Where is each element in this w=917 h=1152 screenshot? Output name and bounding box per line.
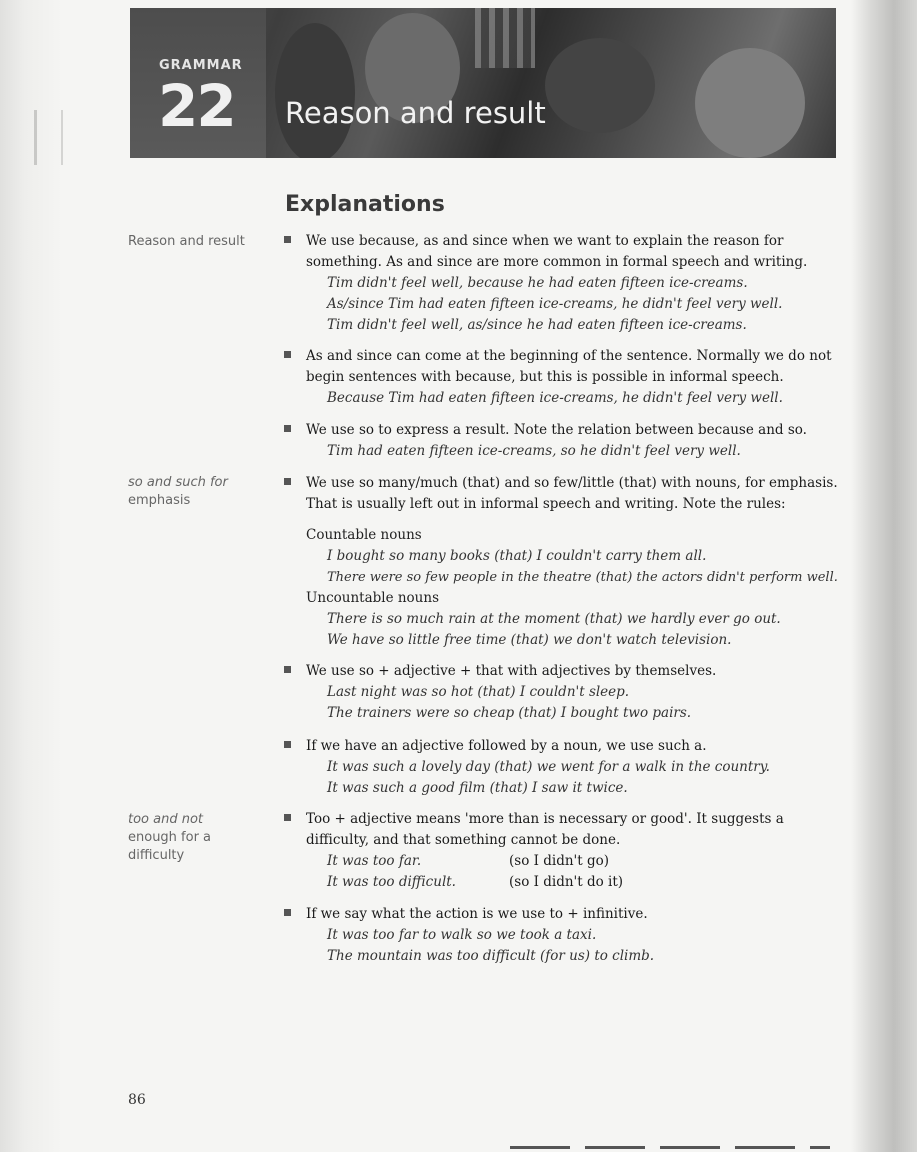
- example: Tim didn't feel well, because he had eaten fifteen ice-creams.: [327, 275, 748, 291]
- text-line: something. As and since are more common in formal speech and writing.: [306, 254, 808, 270]
- text-line: If we say what the action is we use to + infinitive.: [306, 906, 648, 922]
- example: The mountain was too difficult (for us) to climb.: [327, 948, 655, 964]
- side-label-so-such: emphasis: [128, 493, 191, 508]
- bullet-icon: [284, 741, 291, 748]
- photo-figure: [275, 23, 355, 158]
- bullet-icon: [284, 478, 291, 485]
- result-note: (so I didn't go): [509, 853, 609, 869]
- example: As/since Tim had eaten fifteen ice-creams, he didn't feel very well.: [327, 296, 783, 312]
- text-line: begin sentences with because, but this is possible in informal speech.: [306, 369, 784, 385]
- text-line: difficulty, and that something cannot be done.: [306, 832, 621, 848]
- bullet-icon: [284, 236, 291, 243]
- page-edge-right: [851, 0, 917, 1152]
- bullet-icon: [284, 814, 291, 821]
- text-line: Too + adjective means 'more than is necessary or good'. It suggests a: [306, 811, 784, 827]
- page-edge-left: [0, 0, 62, 1152]
- binding-lines: [34, 110, 63, 165]
- text-line: As and since can come at the beginning of the sentence. Normally we do not: [306, 348, 832, 364]
- side-label-too: difficulty: [128, 848, 185, 863]
- example: It was such a good film (that) I saw it twice.: [327, 780, 628, 796]
- example: Because Tim had eaten fifteen ice-creams, he didn't feel very well.: [327, 390, 783, 406]
- side-label-reason: Reason and result: [128, 234, 245, 249]
- text-line: We use because, as and since when we want to explain the reason for: [306, 233, 784, 249]
- unit-number: 22: [158, 72, 235, 140]
- subheading: Uncountable nouns: [306, 590, 440, 606]
- example: We have so little free time (that) we don't watch television.: [327, 632, 732, 648]
- example: It was such a lovely day (that) we went for a walk in the country.: [327, 759, 770, 775]
- side-label-too: too and not: [128, 812, 204, 827]
- example: The trainers were so cheap (that) I bought two pairs.: [327, 705, 692, 721]
- photo-figure: [545, 38, 655, 133]
- result-note: (so I didn't do it): [509, 874, 624, 890]
- bullet-icon: [284, 351, 291, 358]
- text-line: We use so + adjective + that with adjectives by themselves.: [306, 663, 717, 679]
- page-number: 86: [128, 1092, 146, 1108]
- example: I bought so many books (that) I couldn't carry them all.: [327, 548, 707, 564]
- text-line: We use so many/much (that) and so few/little (that) with nouns, for emphasis.: [306, 475, 838, 491]
- text-line: We use so to express a result. Note the relation between because and so.: [306, 422, 807, 438]
- example: It was too far to walk so we took a taxi.: [327, 927, 597, 943]
- example: Last night was so hot (that) I couldn't sleep.: [327, 684, 630, 700]
- side-label-too: enough for a: [128, 830, 212, 845]
- example: It was too difficult.: [327, 874, 456, 890]
- bullet-icon: [284, 425, 291, 432]
- photo-window: [475, 8, 535, 68]
- bullet-icon: [284, 909, 291, 916]
- bullet-icon: [284, 666, 291, 673]
- example: There is so much rain at the moment (that) we hardly ever go out.: [327, 611, 781, 627]
- section-title: Explanations: [285, 192, 445, 217]
- example: There were so few people in the theatre (that) the actors didn't perform well.: [327, 570, 838, 585]
- photo-figure: [695, 48, 805, 158]
- scan-edge-mark: [510, 1146, 830, 1149]
- example: Tim didn't feel well, as/since he had eaten fifteen ice-creams.: [327, 317, 747, 333]
- example: It was too far.: [327, 853, 422, 869]
- grammar-label: GRAMMAR: [159, 58, 243, 73]
- text-line: If we have an adjective followed by a noun, we use such a.: [306, 738, 707, 754]
- example: Tim had eaten fifteen ice-creams, so he didn't feel very well.: [327, 443, 741, 459]
- subheading: Countable nouns: [306, 527, 422, 543]
- side-label-so-such: so and such for: [128, 475, 228, 490]
- page-title: Reason and result: [285, 96, 546, 130]
- text-line: That is usually left out in informal speech and writing. Note the rules:: [306, 496, 786, 512]
